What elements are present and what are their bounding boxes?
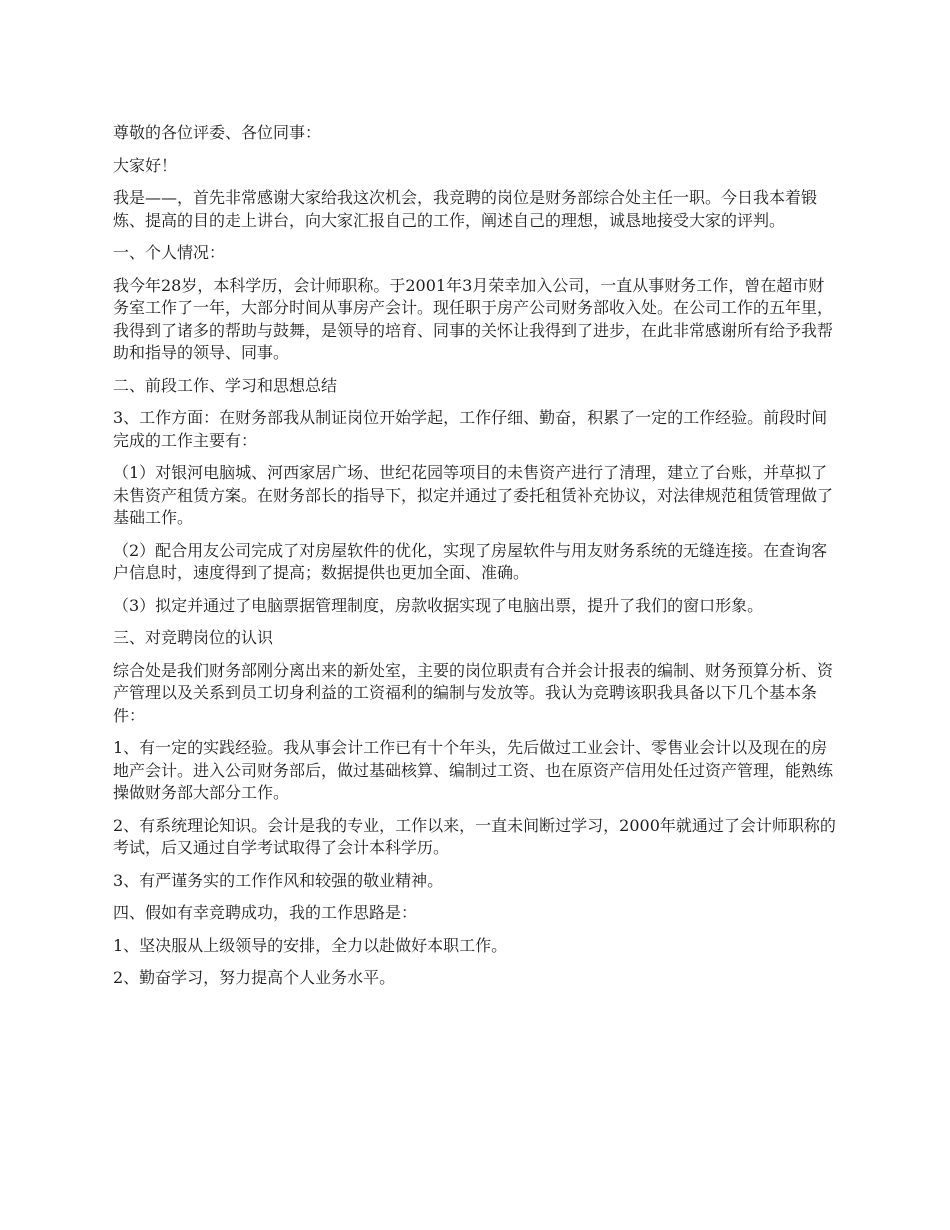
plan-item-1: 1、坚决服从上级领导的安排，全力以赴做好本职工作。 [113,935,508,955]
intro-paragraph: 我是——，首先非常感谢大家给我这次机会，我竞聘的岗位是财务部综合处主任一职。今日我本着锻炼、提高的目的走上讲台，向大家汇报自己的工作，阐述自己的理想，诚恳地接受大家的评判。 [113,188,818,230]
work-item-3: （3）拟定并通过了电脑票据管理制度，房款收据实现了电脑出票，提升了我们的窗口形象。 [113,595,764,615]
section-heading-1: 一、个人情况： [113,243,226,262]
section-heading-3: 三、对竞聘岗位的认识 [113,628,274,647]
condition-item-3: 3、有严谨务实的工作作风和较强的敬业精神。 [113,870,444,890]
work-item-2: （2）配合用友公司完成了对房屋软件的优化，实现了房屋软件与用友财务系统的无缝连接。在查询客户信息时，速度得到了提高；数据提供也更加全面、准确。 [113,540,828,582]
salutation: 尊敬的各位评委、各位同事： [113,123,322,142]
position-description-paragraph: 综合处是我们财务部刚分离出来的新处室，主要的岗位职责有合并会计报表的编制、财务预算分析、资产管理以及关系到员工切身利益的工资福利的编制与发放等。我认为竞聘该职我具备以下几个基本条件： [113,660,834,725]
section-heading-2: 二、前段工作、学习和思想总结 [113,375,338,395]
section-heading-4: 四、假如有幸竞聘成功，我的工作思路是： [113,903,418,922]
work-aspect-paragraph: 3、工作方面：在财务部我从制证岗位开始学起，工作仔细、勤奋，积累了一定的工作经验。前段时间完成的工作主要有： [113,408,828,450]
greeting: 大家好！ [113,155,178,175]
personal-info-paragraph: 我今年28岁，本科学历，会计师职称。于2001年3月荣幸加入公司，一直从事财务工作，曾在超市财务室工作了一年，大部分时间从事房产会计。现任职于房产公司财务部收入处。在公司工作的五年里，我得到了诸多的帮助与鼓舞，是领导的培育、同事的关怀让我得到了进步，在此非常感谢所有给予我帮助和指导的领导、同事。 [113,275,834,362]
document-body [113,122,839,1000]
condition-item-1: 1、有一定的实践经验。我从事会计工作已有十个年头，先后做过工业会计、零售业会计以及现在的房地产会计。进入公司财务部后，做过基础核算、编制过工资、也在原资产信用处任过资产管理，能熟练操做财务部大部分工作。 [113,738,834,802]
condition-item-2: 2、有系统理论知识。会计是我的专业，工作以来，一直未间断过学习，2000年就通过了会计师职称的考试，后又通过自学考试取得了会计本科学历。 [113,815,836,857]
work-item-1: （1）对银河电脑城、河西家居广场、世纪花园等项目的未售资产进行了清理，建立了台账，并草拟了未售资产租赁方案。在财务部长的指导下，拟定并通过了委托租赁补充协议，对法律规范租赁管理做了基础工作。 [113,463,834,527]
plan-item-2: 2、勤奋学习，努力提高个人业务水平。 [113,968,396,987]
